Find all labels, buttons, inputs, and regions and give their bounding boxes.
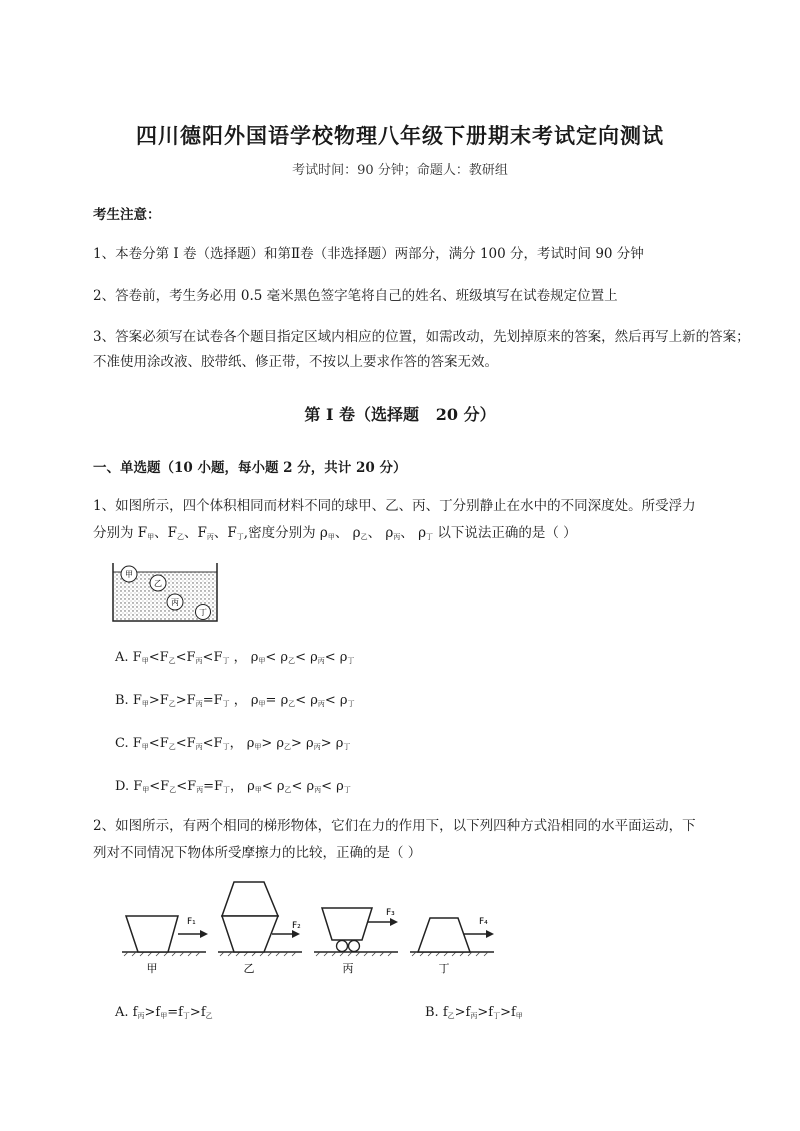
q2-option-a[interactable] (115, 1005, 213, 1021)
opt-seg: < ρ (324, 650, 348, 665)
q1-option-d[interactable] (115, 775, 351, 795)
ball-label: 甲 (125, 570, 133, 579)
ball-yi (150, 575, 166, 591)
option-letter: A. (115, 650, 129, 665)
q1-stem-line2 (93, 520, 753, 550)
opt-seg: < ρ (295, 650, 318, 665)
opt-sub: 乙 (168, 700, 176, 708)
opt-sub: 乙 (447, 1012, 455, 1020)
opt-seg: >f (477, 1005, 494, 1020)
opt-sub: 乙 (284, 743, 292, 751)
q1-water-figure (112, 562, 218, 622)
q1-option-a[interactable] (115, 646, 354, 666)
stem-seg: 、 ρ (334, 525, 361, 541)
opt-seg: >f (500, 1005, 516, 1020)
opt-seg: < ρ (265, 650, 289, 665)
setup-label: 丁 (438, 962, 450, 975)
page-title: 四川德阳外国语学校物理八年级下册期末考试定向测试 (136, 123, 664, 148)
stem-seg: 、 ρ (367, 525, 394, 541)
option-letter: C. (115, 736, 129, 751)
q2-stem-line2: 列对不同情况下物体所受摩擦力的比较，正确的是（ ） (93, 845, 422, 861)
opt-seg: F (132, 693, 142, 708)
opt-seg: > ρ (261, 736, 285, 751)
opt-sub: 乙 (288, 657, 296, 665)
opt-sub: 乙 (205, 1012, 213, 1020)
q1-option-c[interactable] (115, 732, 350, 752)
notice-item-3: 3、答案必须写在试卷各个题目指定区域内相应的位置，如需改动，先划掉原来的答案，然后再写上新的答案；不准使用涂改液、胶带纸、修正带，不按以上要求作答的答案无效。 (93, 329, 750, 370)
option-text (443, 1005, 523, 1020)
opt-seg: < ρ (291, 779, 315, 794)
part-title: 一、单选题（10 小题，每小题 2 分，共计 20 分） (93, 460, 407, 476)
opt-sub: 丙 (314, 786, 322, 794)
q2-stem-line1: 2、如图所示，有两个相同的梯形物体，它们在力的作用下，以下列四种方式沿相同的水平面运动，下 (93, 818, 696, 834)
opt-sub: 丁 (347, 700, 355, 708)
opt-seg: F (133, 779, 143, 794)
opt-seg: > ρ (320, 736, 344, 751)
opt-seg: < ρ (321, 779, 344, 794)
opt-sub: 甲 (141, 700, 149, 708)
stem-sub: 丙 (206, 533, 214, 541)
opt-seg: = ρ (265, 693, 289, 708)
opt-seg: >f (144, 1005, 161, 1020)
opt-sub: 甲 (515, 1012, 523, 1020)
ball-label: 丙 (171, 598, 179, 607)
opt-sub: 甲 (258, 700, 266, 708)
opt-seg: > ρ (291, 736, 314, 751)
opt-sub: 丙 (137, 1012, 145, 1020)
opt-sub: 甲 (141, 743, 149, 751)
opt-sub: 丁 (493, 1012, 501, 1020)
opt-sub: 乙 (284, 786, 292, 794)
opt-seg: =F (203, 779, 224, 794)
opt-sub: 甲 (141, 657, 149, 665)
opt-seg: <F (148, 650, 169, 665)
notice-item-1: 1、本卷分第 I 卷（选择题）和第Ⅱ卷（非选择题）两部分，满分 100 分，考试时间 90 分钟 (93, 246, 644, 262)
stem-sub: 甲 (147, 533, 155, 541)
opt-sub: 丙 (195, 743, 203, 751)
q1-stem-line1: 1、如图所示，四个体积相同而材料不同的球甲、乙、丙、丁分别静止在水中的不同深度处。所受浮力 (93, 498, 696, 514)
opt-sub: 丁 (343, 743, 351, 751)
opt-sub: 甲 (258, 657, 266, 665)
opt-sub: 丙 (196, 786, 204, 794)
opt-sub: 甲 (254, 786, 262, 794)
option-text (133, 1005, 213, 1020)
option-text (133, 736, 351, 751)
opt-seg: ， ρ (229, 650, 259, 665)
opt-sub: 甲 (160, 1012, 168, 1020)
ball-label: 乙 (154, 579, 162, 588)
stem-seg: 、 ρ (400, 525, 427, 541)
opt-sub: 丙 (317, 700, 325, 708)
q2-option-b[interactable] (425, 1005, 523, 1021)
option-letter: D. (115, 779, 130, 794)
opt-seg: f (442, 1005, 448, 1020)
opt-seg: =f (167, 1005, 183, 1020)
opt-seg: <F (176, 779, 197, 794)
opt-sub: 丁 (343, 786, 351, 794)
stem-sub: 丙 (393, 533, 401, 541)
notice-heading: 考生注意： (93, 207, 161, 223)
opt-seg: F (132, 736, 142, 751)
opt-seg: <F (149, 779, 170, 794)
opt-seg: >f (189, 1005, 206, 1020)
opt-sub: 丁 (222, 700, 230, 708)
q2-trapezoid-figure (112, 874, 512, 978)
opt-seg: < ρ (261, 779, 285, 794)
stem-sub: 丁 (236, 533, 244, 541)
opt-sub: 丁 (223, 786, 231, 794)
setup-yi (218, 882, 302, 975)
opt-sub: 乙 (168, 657, 176, 665)
option-text (133, 779, 351, 794)
opt-sub: 乙 (168, 743, 176, 751)
opt-seg: <F (148, 736, 169, 751)
ball-bing (167, 594, 183, 610)
opt-sub: 乙 (169, 786, 177, 794)
opt-sub: 甲 (254, 743, 262, 751)
stem-sub: 甲 (327, 533, 335, 541)
opt-sub: 丁 (182, 1012, 190, 1020)
opt-seg: ， ρ (229, 693, 259, 708)
option-letter: B. (425, 1005, 439, 1020)
opt-sub: 丙 (195, 657, 203, 665)
stem-seg: 、F (184, 525, 207, 541)
opt-seg: <F (175, 736, 196, 751)
opt-seg: F (132, 650, 142, 665)
setup-label: 甲 (146, 962, 158, 975)
opt-sub: 丁 (222, 743, 230, 751)
opt-sub: 丙 (195, 700, 203, 708)
ball-label: 丁 (199, 608, 207, 617)
opt-seg: >F (175, 693, 196, 708)
opt-seg: <F (202, 650, 223, 665)
opt-sub: 丁 (222, 657, 230, 665)
opt-sub: 丙 (313, 743, 321, 751)
stem-seg: 、F (213, 525, 237, 541)
opt-seg: <F (175, 650, 196, 665)
setup-ding (410, 917, 494, 975)
opt-seg: < ρ (324, 693, 348, 708)
setup-jia (122, 916, 208, 975)
opt-seg: ， ρ (229, 736, 255, 751)
option-letter: A. (115, 1005, 129, 1020)
opt-seg: >f (454, 1005, 471, 1020)
opt-sub: 丙 (470, 1012, 478, 1020)
opt-seg: < ρ (295, 693, 318, 708)
stem-sub: 乙 (360, 533, 368, 541)
stem-seg: ,密度分别为 ρ (243, 525, 328, 541)
setup-label: 乙 (243, 962, 255, 975)
force-label: F₃ (386, 908, 395, 918)
option-text (133, 650, 355, 665)
opt-seg: >F (148, 693, 169, 708)
setup-label: 丙 (342, 962, 354, 975)
opt-seg: ， ρ (230, 779, 255, 794)
opt-sub: 乙 (288, 700, 296, 708)
option-text (133, 693, 355, 708)
stem-seg: 以下说法正确的是（ ） (433, 525, 577, 541)
stem-sub: 丁 (426, 533, 434, 541)
force-label: F₄ (479, 917, 488, 927)
opt-sub: 丁 (347, 657, 355, 665)
opt-sub: 甲 (142, 786, 150, 794)
ball-jia (121, 566, 137, 582)
option-letter: B. (115, 693, 129, 708)
opt-seg: <F (202, 736, 223, 751)
notice-item-2: 2、答卷前，考生务必用 0.5 毫米黑色签字笔将自己的姓名、班级填写在试卷规定位置上 (93, 288, 618, 304)
setup-bing (314, 908, 398, 975)
opt-seg: =F (202, 693, 223, 708)
opt-sub: 丙 (317, 657, 325, 665)
exam-meta: 考试时间：90 分钟；命题人：教研组 (292, 163, 508, 178)
ball-ding (196, 605, 211, 620)
section-title: 第 I 卷（选择题 20 分） (304, 405, 496, 424)
opt-seg: f (132, 1005, 138, 1020)
force-label: F₁ (187, 917, 196, 927)
stem-seg: 、F (154, 525, 178, 541)
stem-seg: 分别为 F (93, 525, 148, 541)
stem-sub: 乙 (177, 533, 185, 541)
q1-option-b[interactable] (115, 689, 355, 709)
force-label: F₂ (292, 921, 301, 931)
